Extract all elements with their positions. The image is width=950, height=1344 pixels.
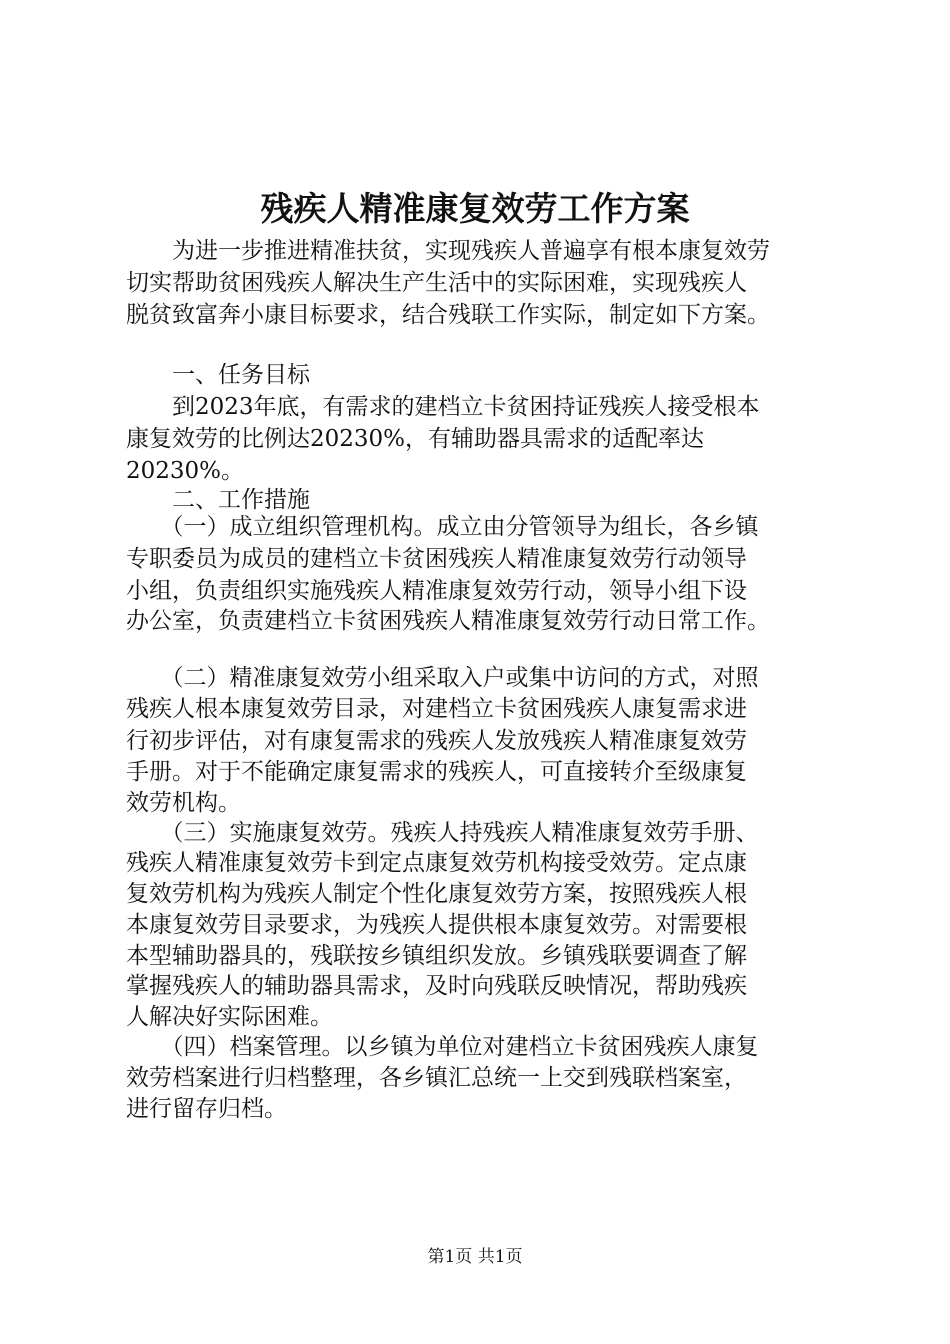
section-heading: 一、任务目标 [126,362,310,388]
body-line: 复效劳机构为残疾人制定个性化康复效劳方案，按照残疾人根 [126,881,747,907]
page-footer: 第1页 共1页 [427,1247,523,1267]
body-line: 小组，负责组织实施残疾人精准康复效劳行动，领导小组下设 [126,578,747,604]
body-line: 效劳机构。 [126,790,241,816]
body-line: 办公室，负责建档立卡贫困残疾人精准康复效劳行动日常工作。 [126,608,770,634]
body-line: 脱贫致富奔小康目标要求，结合残联工作实际，制定如下方案。 [126,302,770,328]
body-line: 康复效劳的比例达20230%，有辅助器具需求的适配率达 [126,426,705,452]
body-line: 残疾人根本康复效劳目录，对建档立卡贫困残疾人康复需求进 [126,696,747,722]
body-line: 到2023年底，有需求的建档立卡贫困持证残疾人接受根本 [126,394,760,420]
body-line: 专职委员为成员的建档立卡贫困残疾人精准康复效劳行动领导 [126,546,747,572]
body-line: 人解决好实际困难。 [126,1004,333,1030]
body-line: （三）实施康复效劳。残疾人持残疾人精准康复效劳手册、 [126,820,759,846]
body-line: 切实帮助贫困残疾人解决生产生活中的实际困难，实现残疾人 [126,270,747,296]
body-line: 效劳档案进行归档整理，各乡镇汇总统一上交到残联档案室， [126,1065,747,1091]
body-line: 手册。对于不能确定康复需求的残疾人，可直接转介至级康复 [126,759,747,785]
body-line: 为进一步推进精准扶贫，实现残疾人普遍享有根本康复效劳 [126,238,770,264]
body-line: （一）成立组织管理机构。成立由分管领导为组长，各乡镇 [126,514,759,540]
body-line: 进行留存归档。 [126,1096,287,1122]
section-heading: 二、工作措施 [126,487,310,513]
body-line: 残疾人精准康复效劳卡到定点康复效劳机构接受效劳。定点康 [126,850,747,876]
body-line: （二）精准康复效劳小组采取入户或集中访问的方式，对照 [126,665,759,691]
body-line: 行初步评估，对有康复需求的残疾人发放残疾人精准康复效劳 [126,728,747,754]
body-line: 本型辅助器具的，残联按乡镇组织发放。乡镇残联要调查了解 [126,943,747,969]
body-line: 本康复效劳目录要求，为残疾人提供根本康复效劳。对需要根 [126,912,747,938]
document-title: 残疾人精准康复效劳工作方案 [260,189,690,228]
body-line: 20230%。 [126,458,245,484]
body-line: （四）档案管理。以乡镇为单位对建档立卡贫困残疾人康复 [126,1034,759,1060]
body-line: 掌握残疾人的辅助器具需求，及时向残联反映情况，帮助残疾 [126,973,747,999]
